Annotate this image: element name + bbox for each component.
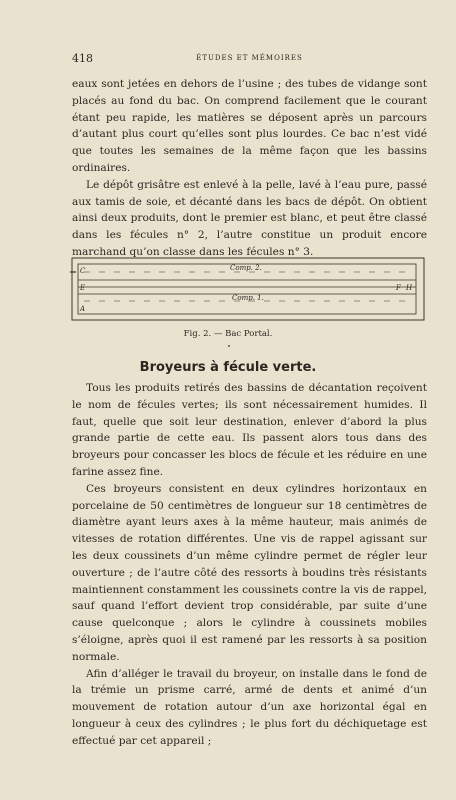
text-block-bottom: [72, 380, 427, 750]
figure-caption: Fig. 2. — Bac Portal.: [183, 329, 273, 339]
label-comp2: Comp. 2.: [230, 264, 262, 272]
paragraph: Le dépôt grisâtre est enlevé à la pelle, lavé à l’eau pure, passé aux tamis de soie, et décanté dans les bacs de dépôt. On obtient ainsi deux produits, dont le premier est blanc, et peut être classé dans les fécules n° 2, l’autre constitue un produit encore marchand qu’on classe dans les fécules n° 3.: [72, 178, 427, 258]
label-comp1: Comp. 1.: [232, 294, 264, 302]
paragraph: Tous les produits retirés des bassins de décantation reçoivent le nom de fécules vertes; ils sont nécessairement humides. Il faut, quelle que soit leur destination, enlever d’abord la plus grande partie de cette eau. Ils passent alors tous dans des broyeurs pour concasser les blocs de fécule et les réduire en une farine assez fine.: [72, 382, 427, 478]
running-header: [72, 52, 427, 66]
paragraph: Ces broyeurs consistent en deux cylindres horizontaux en porcelaine de 50 centimètres de longueur sur 18 centimètres de diamètre ayant leurs axes à la même hauteur, mais animés de vitesses de rotation différentes. Une vis de rappel agissant sur les deux coussinets d’un même cylindre permet de régler leur ouverture ; de l’autre côté des ressorts à boudins très résistants maintiennent constamment les coussinets contre la vis de rappel, sauf quand l’effort devient trop considérable, par suite d’une cause quelconque ; alors le cylindre à coussinets mobiles s’éloigne, après quoi il est ramené par les ressorts à sa position normale.: [72, 482, 427, 663]
running-title: ÉTUDES ET MÉMOIRES: [196, 54, 303, 62]
section-title: Broyeurs à fécule verte.: [139, 360, 317, 375]
paragraph: eaux sont jetées en dehors de l’usine ; des tubes de vidange sont placés au fond du bac. On comprend facilement que le courant étant peu rapide, les matières se déposent après un parcours d’autant plus court qu’elles sont plus lourdes. Ce bac n’est vidé que toutes les semaines de la même façon que les bassins ordinaires.: [72, 78, 427, 174]
label-e: E: [80, 284, 86, 292]
label-a: A: [80, 305, 86, 313]
text-block-top: [72, 76, 427, 261]
ornament-dot: [228, 345, 230, 347]
label-h: H: [406, 284, 413, 292]
page-number: 418: [72, 52, 93, 65]
label-f: F: [396, 284, 401, 292]
bac-portal-figure: [70, 256, 426, 322]
paragraph: Afin d’alléger le travail du broyeur, on installe dans le fond de la trémie un prisme carré, armé de dents et animé d’un mouvement de rotation autour d’un axe horizontal égal en longueur à ceux des cylindres ; le plus fort du déchiquetage est effectué par cet appareil ;: [72, 667, 427, 747]
label-c: C: [80, 267, 86, 275]
